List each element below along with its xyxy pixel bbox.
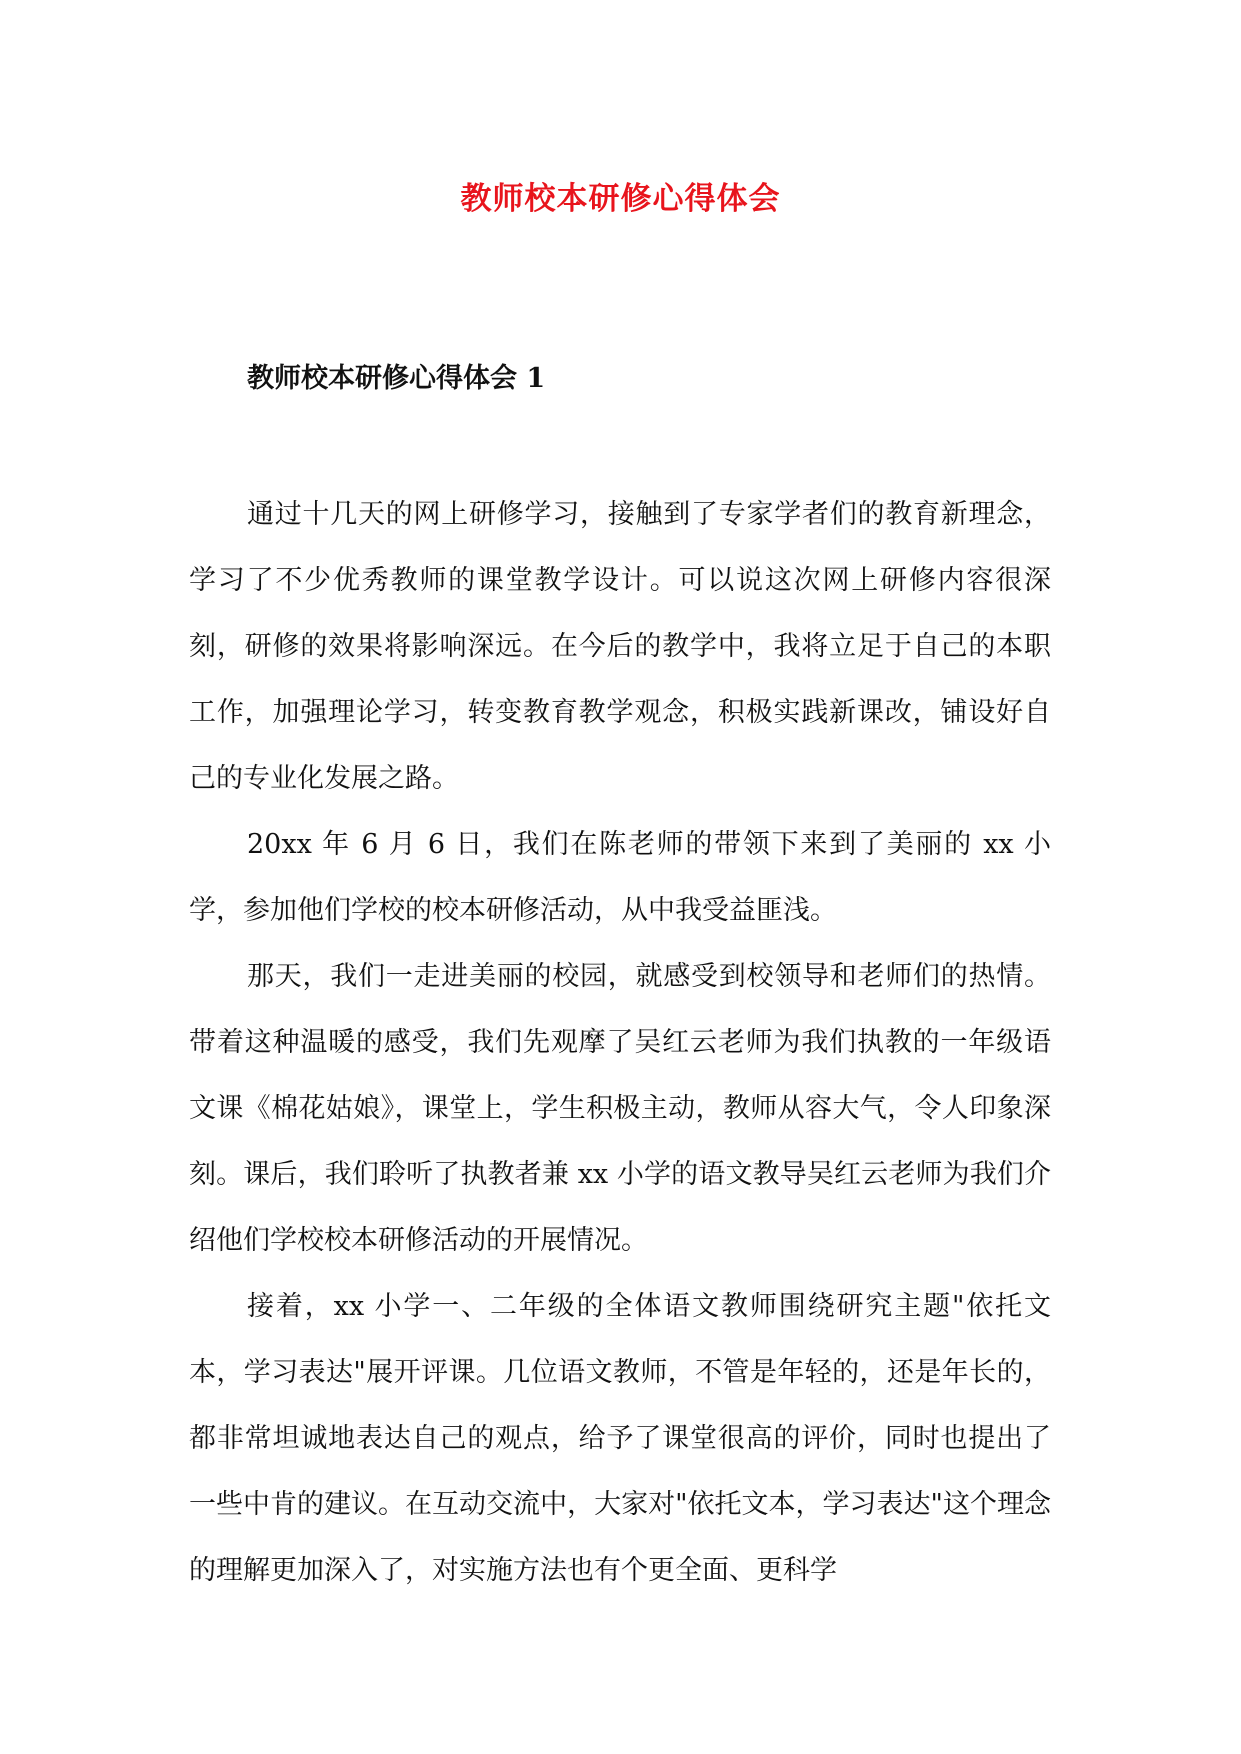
paragraph-3: 那天，我们一走进美丽的校园，就感受到校领导和老师们的热情。带着这种温暖的感受，我们先观摩了吴红云老师为我们执教的一年级语文课《棉花姑娘》，课堂上，学生积极主动，教师从容大气，令人印象深刻。课后，我们聆听了执教者兼 xx 小学的语文教导吴红云老师为我们介绍他们学校校本研修活动的开展情况。 [189, 961, 1051, 1256]
paragraph-1: 通过十几天的网上研修学习，接触到了专家学者们的教育新理念，学习了不少优秀教师的课堂教学设计。可以说这次网上研修内容很深刻，研修的效果将影响深远。在今后的教学中，我将立足于自己的本职工作，加强理论学习，转变教育教学观念，积极实践新课改，铺设好自己的专业化发展之路。 [189, 499, 1051, 794]
paragraph-4: 接着，xx 小学一、二年级的全体语文教师围绕研究主题"依托文本，学习表达"展开评课。几位语文教师，不管是年轻的，还是年长的，都非常坦诚地表达自己的观点，给予了课堂很高的评价，同时也提出了一些中肯的建议。在互动交流中，大家对"依托文本，学习表达"这个理念的理解更加深入了，对实施方法也有个更全面、更科学 [189, 1291, 1051, 1586]
paragraph-2: 20xx 年 6 月 6 日，我们在陈老师的带领下来到了美丽的 xx 小学，参加他们学校的校本研修活动，从中我受益匪浅。 [189, 829, 1051, 926]
section-heading: 教师校本研修心得体会 1 [247, 363, 546, 394]
document-title: 教师校本研修心得体会 [460, 180, 781, 217]
document-body [189, 482, 1051, 1604]
